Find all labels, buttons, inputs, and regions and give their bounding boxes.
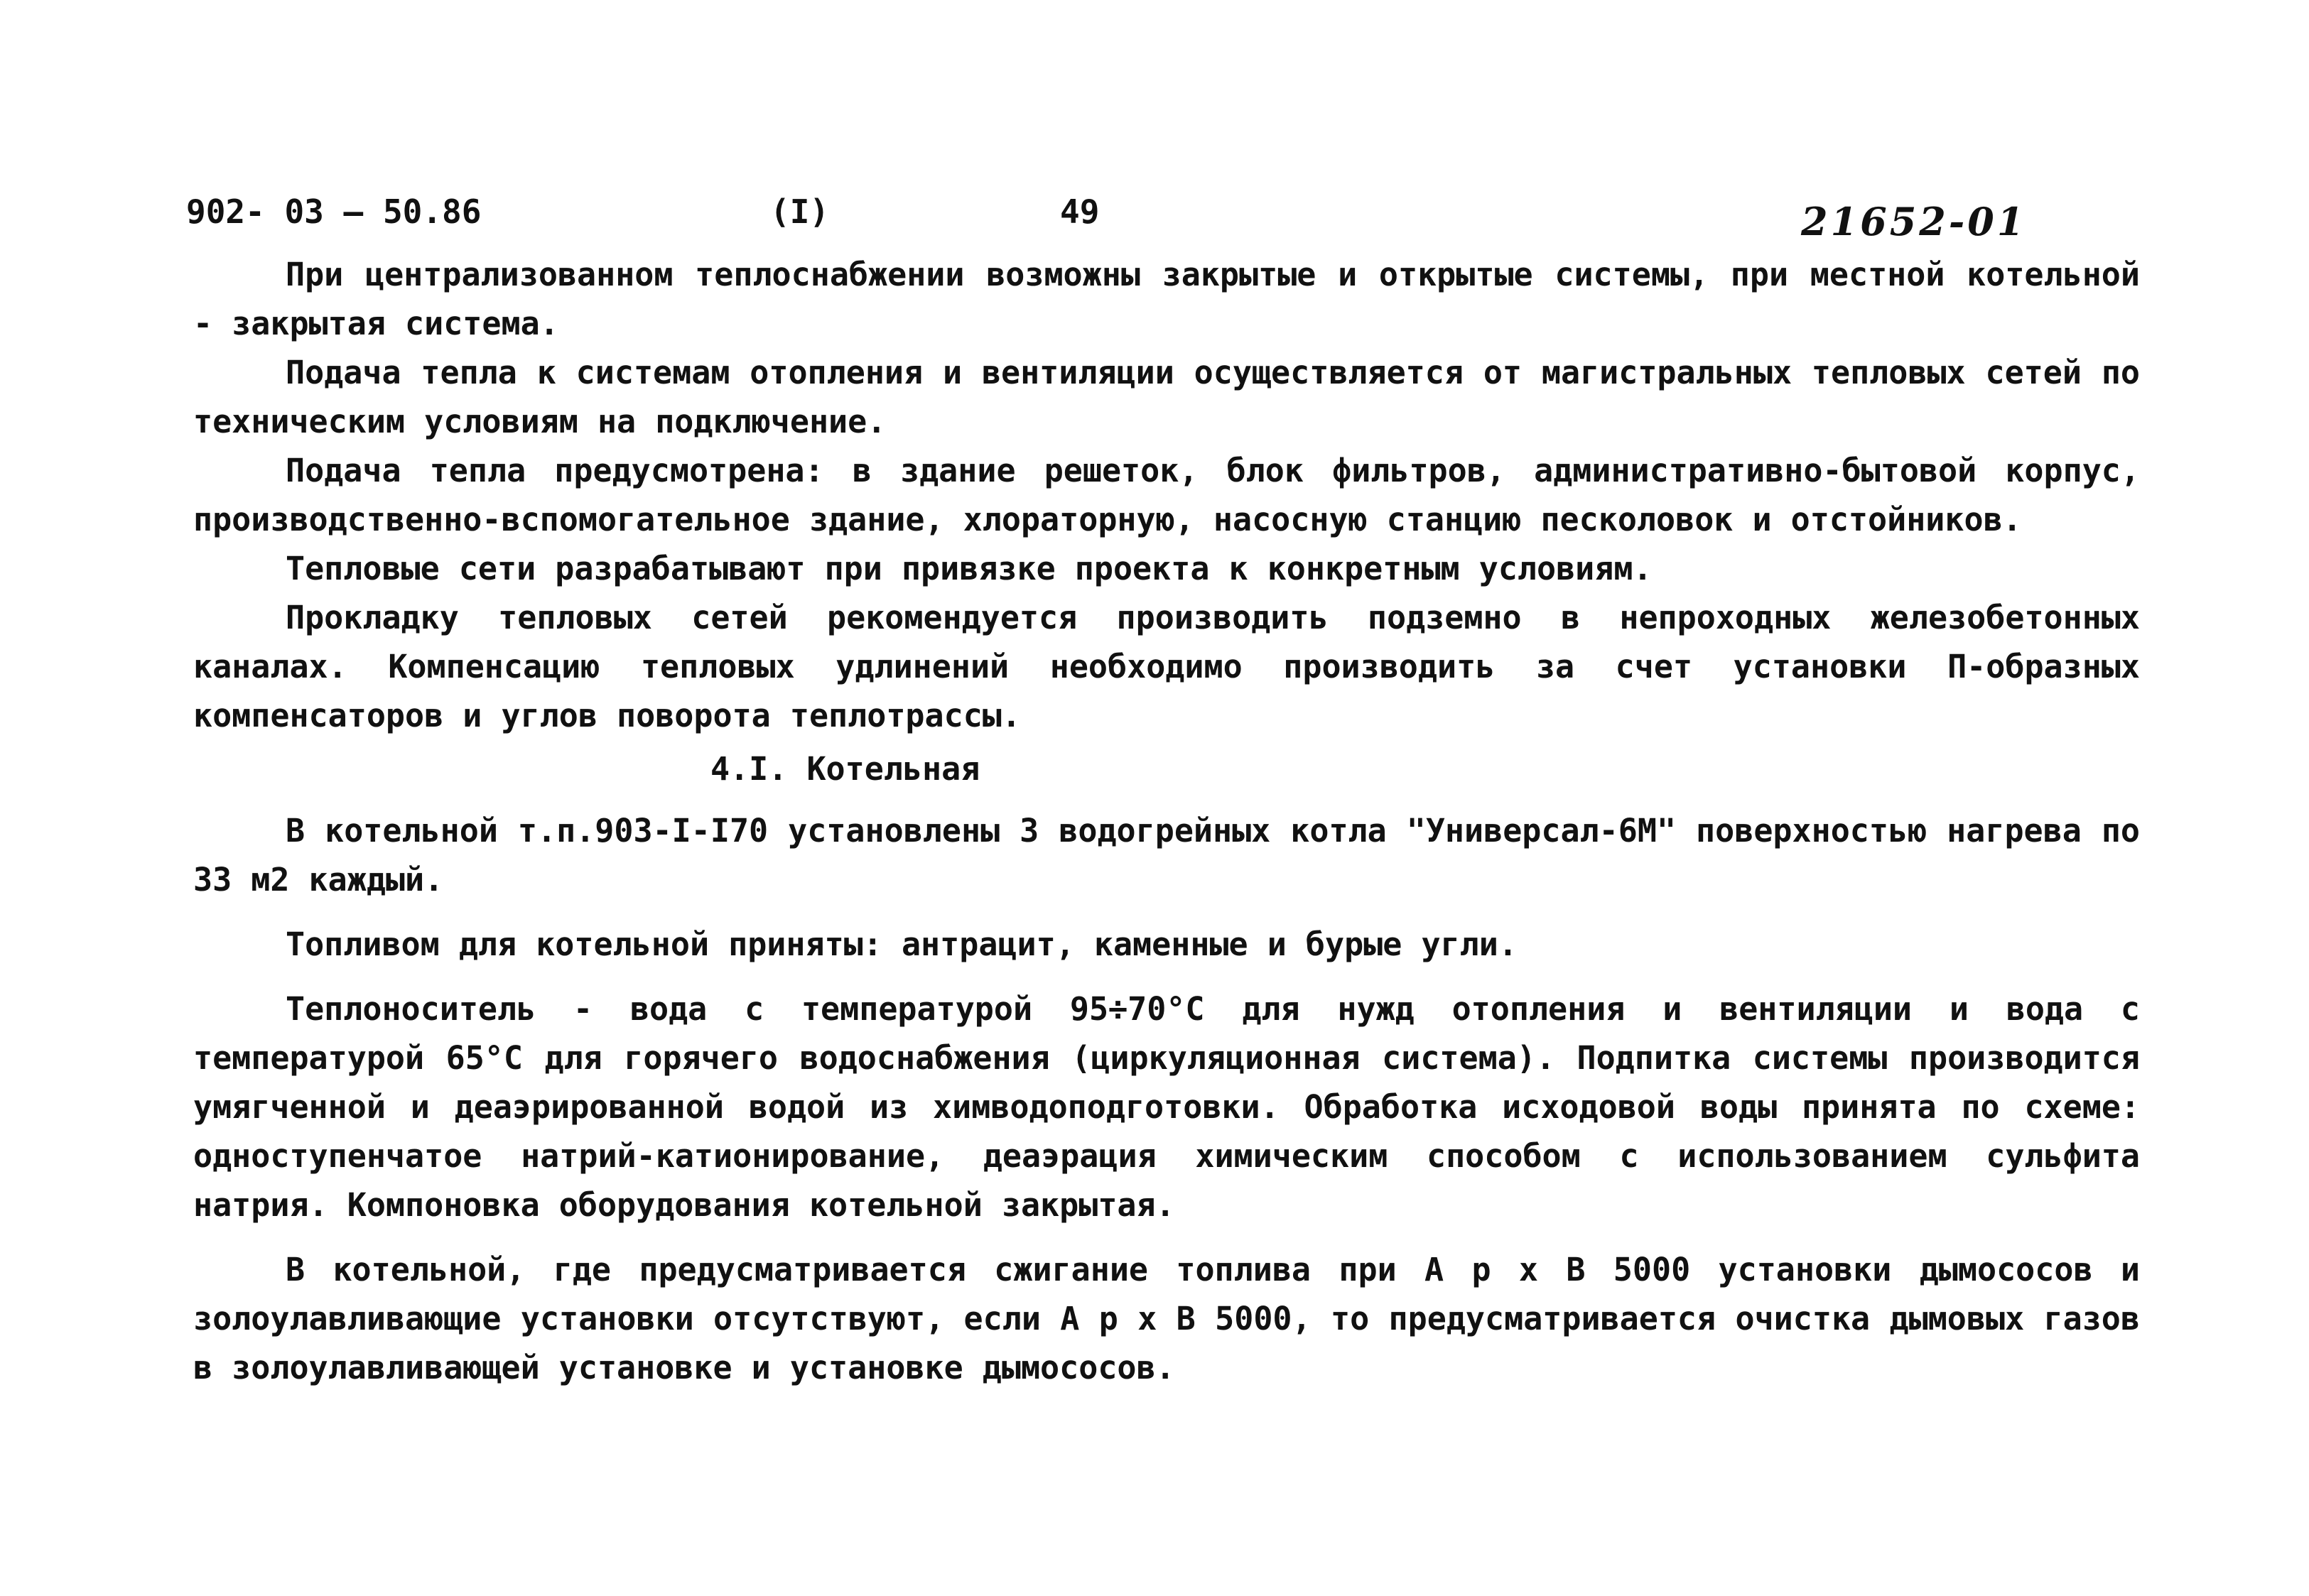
paragraph: В котельной, где предусматривается сжигание топлива при А р х В 5000 установки дымососов и золоулавливающие установки отсутствуют, если А р х В 5000, то предусматривается очистка дымовых газов в золоулавливающей установке и установке дымососов. — [193, 1251, 2140, 1386]
paragraph: Топливом для котельной приняты: антрацит, каменные и бурые угли. — [286, 925, 1518, 963]
paragraph: Подача тепла к системам отопления и вентиляции осуществляется от магистральных тепловых сетей по техническим условиям на подключение. — [193, 354, 2140, 440]
document-code: 902- 03 — 50.86 — [186, 192, 482, 231]
paragraph: Теплоноситель - вода с температурой 95÷70°С для нужд отопления и вентиляции и вода с температурой 65°С для горячего водоснабжения (циркуляционная система). Подпитка системы производится умягченной и деаэрированной водой из химводоподготовки. Обработка исходовой воды принята по схеме: одноступенчатое натрий-катионирование, деаэрация химическим способом с использованием сульфита натрия. Компоновка оборудования котельной закрытая. — [193, 990, 2140, 1224]
paragraph: Прокладку тепловых сетей рекомендуется производить подземно в непроходных железобетонных каналах. Компенсацию тепловых удлинений необходимо производить за счет установки П-образных компенсаторов и углов поворота теплотрассы. — [193, 599, 2140, 734]
paragraph: Тепловые сети разрабатывают при привязке проекта к конкретным условиям. — [286, 550, 1653, 587]
paragraph: В котельной т.п.903-I-I70 установлены 3 водогрейных котла "Универсал-6М" поверхностью нагрева по 33 м2 каждый. — [193, 812, 2140, 899]
paragraph: При централизованном теплоснабжении возможны закрытые и открытые системы, при местной котельной - закрытая система. — [193, 256, 2140, 342]
section-heading: 4.I. Котельная — [710, 750, 980, 788]
archive-number: 21652-01 — [1801, 199, 2027, 244]
paragraph: Подача тепла предусмотрена: в здание решеток, блок фильтров, административно-бытовой корпус, производственно-вспомогательное здание, хлораторную, насосную станцию песколовок и отстойников. — [193, 452, 2140, 538]
part-number: (I) — [770, 192, 830, 231]
page-number: 49 — [1060, 192, 1100, 231]
document-body — [193, 250, 2140, 1392]
